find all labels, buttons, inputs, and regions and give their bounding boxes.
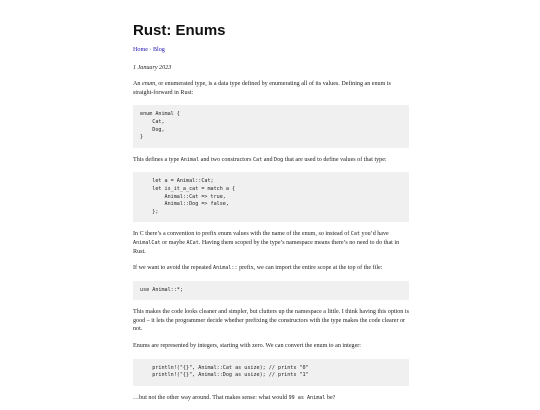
inline-code: Animal [180, 156, 200, 163]
text: …but not the other way around. That makes sense: what would [133, 394, 289, 401]
text: In C there’s a convention to prefix enum values with the name of the enum, so instead of [133, 231, 351, 238]
text: , or enumerated type, is a data type defined by enumerating all of its values. Defining an enum is straight-forward in Rust: [133, 81, 391, 96]
inline-code: Cat [252, 156, 263, 163]
text: . Having them scoped by the type’s namespace means there’s no need to do that in Rust. [133, 239, 400, 255]
text: be? [325, 394, 336, 401]
post-date: 1 January 2023 [133, 64, 172, 71]
text: prefix, we can import the entire scope at the top of the file: [237, 265, 383, 272]
emphasis-enum: enum [141, 81, 156, 88]
text: If we want to avoid the repeated [133, 265, 214, 272]
code-block-match: let a = Animal::Cat; let is_it_a_cat = match a { Animal::Cat => true, Animal::Dog => false, }; [133, 172, 409, 222]
nav-separator: · [147, 47, 153, 53]
paragraph-integers: Enums are represented by integers, starting with zero. We can convert the enum to an integer: [133, 343, 362, 350]
inline-code: AnimalCat [133, 239, 161, 246]
breadcrumb-nav [133, 46, 409, 55]
code-block-enum-definition: enum Animal { Cat, Dog, } [133, 105, 409, 147]
code-block-use: use Animal::*; [133, 281, 409, 301]
article-content [133, 46, 409, 410]
code-block-println: println!("{}", Animal::Cat as usize); // prints "0" println!("{}", Animal::Dog as usize); // prints "1" [133, 359, 409, 386]
paragraph-constructors [133, 156, 409, 165]
inline-code: 99 as Animal [288, 394, 326, 401]
paragraph-import [133, 264, 409, 273]
inline-code: ACat [186, 239, 199, 246]
text: This defines a type [133, 156, 181, 163]
paragraph-c-convention [133, 230, 409, 256]
home-link[interactable]: Home [133, 47, 148, 53]
text: and two constructors [199, 156, 253, 163]
paragraph-intro [133, 80, 409, 97]
text: and [262, 156, 275, 163]
text: you’d have [360, 231, 389, 238]
page-title: Rust: Enums [133, 22, 226, 39]
inline-code: Animal:: [213, 265, 238, 272]
text: An [133, 81, 142, 88]
text: that are used to define values of that type: [283, 156, 387, 163]
paragraph-namespace: This makes the code looks cleaner and simpler, but clutters up the namespace a little. I think having this option is good – it lets the programmer decide whether prefixing the constructors with the type makes the code clearer or not. [133, 309, 409, 333]
blog-link[interactable]: Blog [152, 47, 165, 53]
text: or maybe [160, 239, 187, 246]
inline-code: Dog [274, 156, 284, 163]
paragraph-other-way [133, 394, 409, 403]
inline-code: Cat [350, 231, 360, 238]
